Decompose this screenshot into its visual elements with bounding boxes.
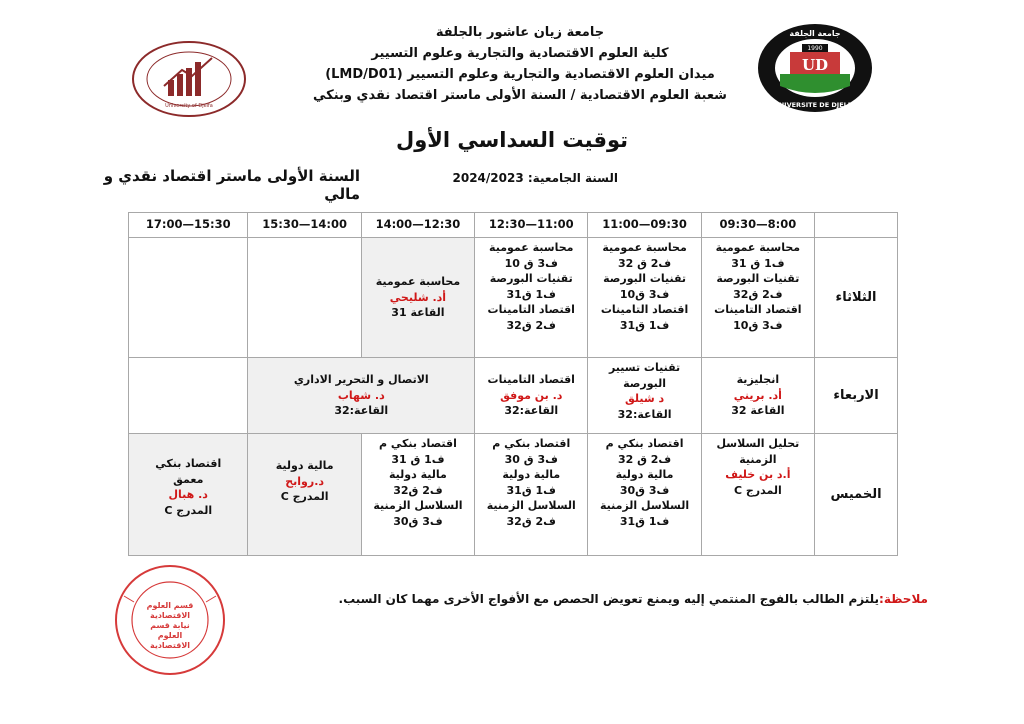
course-name: مالية دولية [275, 459, 334, 472]
cell-line: اقتصاد بنكي م [378, 437, 457, 450]
slot-header: 12:30—14:00 [361, 213, 474, 238]
tuesday-slot-3 [475, 238, 588, 358]
wednesday-slot-6 [129, 358, 248, 434]
cell-line: ف2 ق32 [506, 514, 556, 528]
cell-line: ف3 ق 30 [504, 452, 558, 466]
corner-cell [815, 213, 898, 238]
stamp-line: نيابة قسم [150, 621, 190, 630]
academic-year: السنة الجامعية: 2024/2023 [452, 171, 618, 185]
document-header [260, 22, 780, 106]
note [320, 592, 928, 606]
stamp-line: قسم العلوم [146, 601, 194, 610]
room-label: المدرج C [164, 503, 213, 517]
cell-line: اقتصاد التامينات [600, 303, 689, 316]
cell-line: ف2 ق32 [393, 483, 443, 497]
cell-line: اقتصاد بنكي م [492, 437, 571, 450]
cell-line: تقنيات البورصة [716, 272, 800, 285]
tuesday-slot-5 [248, 238, 361, 358]
cell-line: ف3 ق30 [619, 483, 670, 497]
teacher-name: د.روابح [285, 474, 325, 488]
cell-line: مالية دولية [615, 468, 674, 481]
teacher-name: د. هبال [168, 488, 208, 501]
wednesday-slot-2 [588, 358, 701, 434]
stamp-line: الاقتصادية [149, 641, 191, 650]
course-name: البورصة [623, 376, 667, 390]
tuesday-slot-1 [701, 238, 814, 358]
slot-header: 14:00—15:30 [248, 213, 361, 238]
faculty-name: كلية العلوم الاقتصادية والتجارية وعلوم التسيير [371, 46, 669, 61]
cell-line: ف1 ق 31 [731, 256, 785, 270]
cell-line: السلاسل الزمنية [373, 499, 463, 512]
thursday-slot-6 [129, 434, 248, 556]
wednesday-slot-4-5 [248, 358, 475, 434]
cell-line: السلاسل الزمنية [600, 499, 690, 512]
course-name: تحليل السلاسل [716, 437, 800, 450]
table-header-row [129, 213, 898, 238]
schedule-title: توقيت السداسي الأول [395, 128, 628, 152]
room-label: القاعة:32 [617, 407, 672, 421]
room-label: القاعة 31 [391, 306, 445, 320]
slot-header: 09:30—11:00 [588, 213, 701, 238]
tuesday-slot-6 [129, 238, 248, 358]
cell-line: ف1 ق31 [619, 514, 670, 528]
thursday-slot-3 [475, 434, 588, 556]
course-name: الاتصال و التحرير الاداري [293, 373, 429, 387]
day-tuesday: الثلاثاء [815, 238, 898, 358]
cell-line: محاسبة عمومية [602, 241, 687, 254]
stamp-line: الاقتصادية [149, 611, 191, 620]
teacher-name: أد. شليحي [389, 290, 447, 304]
room-label: القاعة:32 [334, 404, 389, 418]
cell-line: تقنيات البورصة [489, 272, 573, 285]
course-name: انجليزية [736, 373, 780, 387]
cell-line: اقتصاد التامينات [714, 303, 802, 316]
course-name: معمق [173, 472, 204, 486]
university-name: جامعة زيان عاشور بالجلفة [435, 25, 605, 40]
cell-line: ف1 ق 31 [391, 452, 445, 466]
course-name: اقتصاد بنكي [155, 457, 222, 470]
table-row-tuesday [129, 238, 898, 358]
logo-year: 1990 [807, 45, 823, 52]
branch-name: شعبة العلوم الاقتصادية / السنة الأولى ماستر اقتصاد نقدي وبنكي [313, 88, 727, 103]
cell-line: اقتصاد بنكي م [605, 437, 684, 450]
thursday-slot-1 [701, 434, 814, 556]
course-name: الزمنية [739, 452, 777, 466]
wednesday-slot-3 [475, 358, 588, 434]
teacher-name: د. شهاب [337, 388, 385, 402]
logo-bottom-text: UNIVERSITE DE DJELFA [773, 101, 857, 109]
university-logo [756, 22, 874, 114]
table-row-thursday [129, 434, 898, 556]
cell-line: محاسبة عمومية [715, 241, 801, 254]
note-text: يلتزم الطالب بالفوج المنتمي إليه ويمنع تعويض الحصص مع الأفواج الأخرى مهما كان السبب. [338, 592, 880, 606]
cell-line: مالية دولية [389, 468, 447, 481]
stamp-line: العلوم [157, 631, 183, 640]
slot-header: 15:30—17:00 [129, 213, 248, 238]
room-label: القاعة:32 [504, 404, 559, 418]
thursday-slot-2 [588, 434, 701, 556]
official-stamp [112, 562, 228, 678]
room-label: المدرج C [280, 490, 329, 503]
teacher-name: أ.د بن خليف [725, 468, 791, 481]
logo-top-text: جامعة الجلفة [789, 29, 841, 38]
program-title: السنة الأولى ماستر اقتصاد نقدي و مالي [103, 167, 360, 203]
cell-line: ف3 ق10 [733, 318, 783, 332]
thursday-slot-5 [248, 434, 361, 556]
day-wednesday: الاربعاء [815, 358, 898, 434]
cell-line: ف2 ق 32 [617, 256, 672, 270]
thursday-slot-4 [361, 434, 474, 556]
cell-line: ف1 ق31 [619, 318, 670, 332]
table-row-wednesday [129, 358, 898, 434]
cell-line: اقتصاد التامينات [487, 303, 575, 316]
wednesday-slot-1 [701, 358, 814, 434]
faculty-logo [130, 40, 248, 118]
faculty-logo-text: University of Djelfa [165, 103, 213, 109]
slot-header: 11:00—12:30 [475, 213, 588, 238]
teacher-name: د شيلق [624, 392, 665, 405]
cell-line: ف3 ق 10 [504, 256, 558, 270]
teacher-name: أد. بريني [733, 388, 782, 402]
cell-line: ف3 ق30 [393, 514, 443, 528]
field-name: ميدان العلوم الاقتصادية والتجارية وعلوم التسيير (LMD/D01) [325, 67, 715, 82]
note-label: ملاحظة: [879, 592, 928, 606]
course-name: تقنيات تسيير [608, 361, 681, 374]
cell-line: ف2 ق32 [733, 287, 783, 301]
course-name: محاسبة عمومية [375, 275, 461, 289]
logo-letters: UD [801, 56, 829, 74]
cell-line: تقنيات البورصة [603, 272, 687, 285]
cell-line: محاسبة عمومية [489, 241, 574, 254]
tuesday-slot-4 [361, 238, 474, 358]
cell-line: مالية دولية [502, 468, 561, 481]
cell-line: ف2 ق 32 [617, 452, 672, 466]
cell-line: ف2 ق32 [506, 318, 556, 332]
room-label: المدرج C [733, 483, 782, 497]
course-name: اقتصاد التامينات [487, 373, 575, 387]
cell-line: ف1 ق31 [506, 483, 556, 497]
schedule-table [128, 212, 898, 556]
cell-line: ف3 ق10 [619, 287, 670, 301]
room-label: القاعة 32 [731, 404, 785, 418]
teacher-name: د. بن موفق [500, 388, 563, 402]
tuesday-slot-2 [588, 238, 701, 358]
day-thursday: الخميس [815, 434, 898, 556]
cell-line: ف1 ق31 [506, 287, 556, 301]
slot-header: 8:00—09:30 [701, 213, 814, 238]
cell-line: السلاسل الزمنية [486, 499, 576, 512]
